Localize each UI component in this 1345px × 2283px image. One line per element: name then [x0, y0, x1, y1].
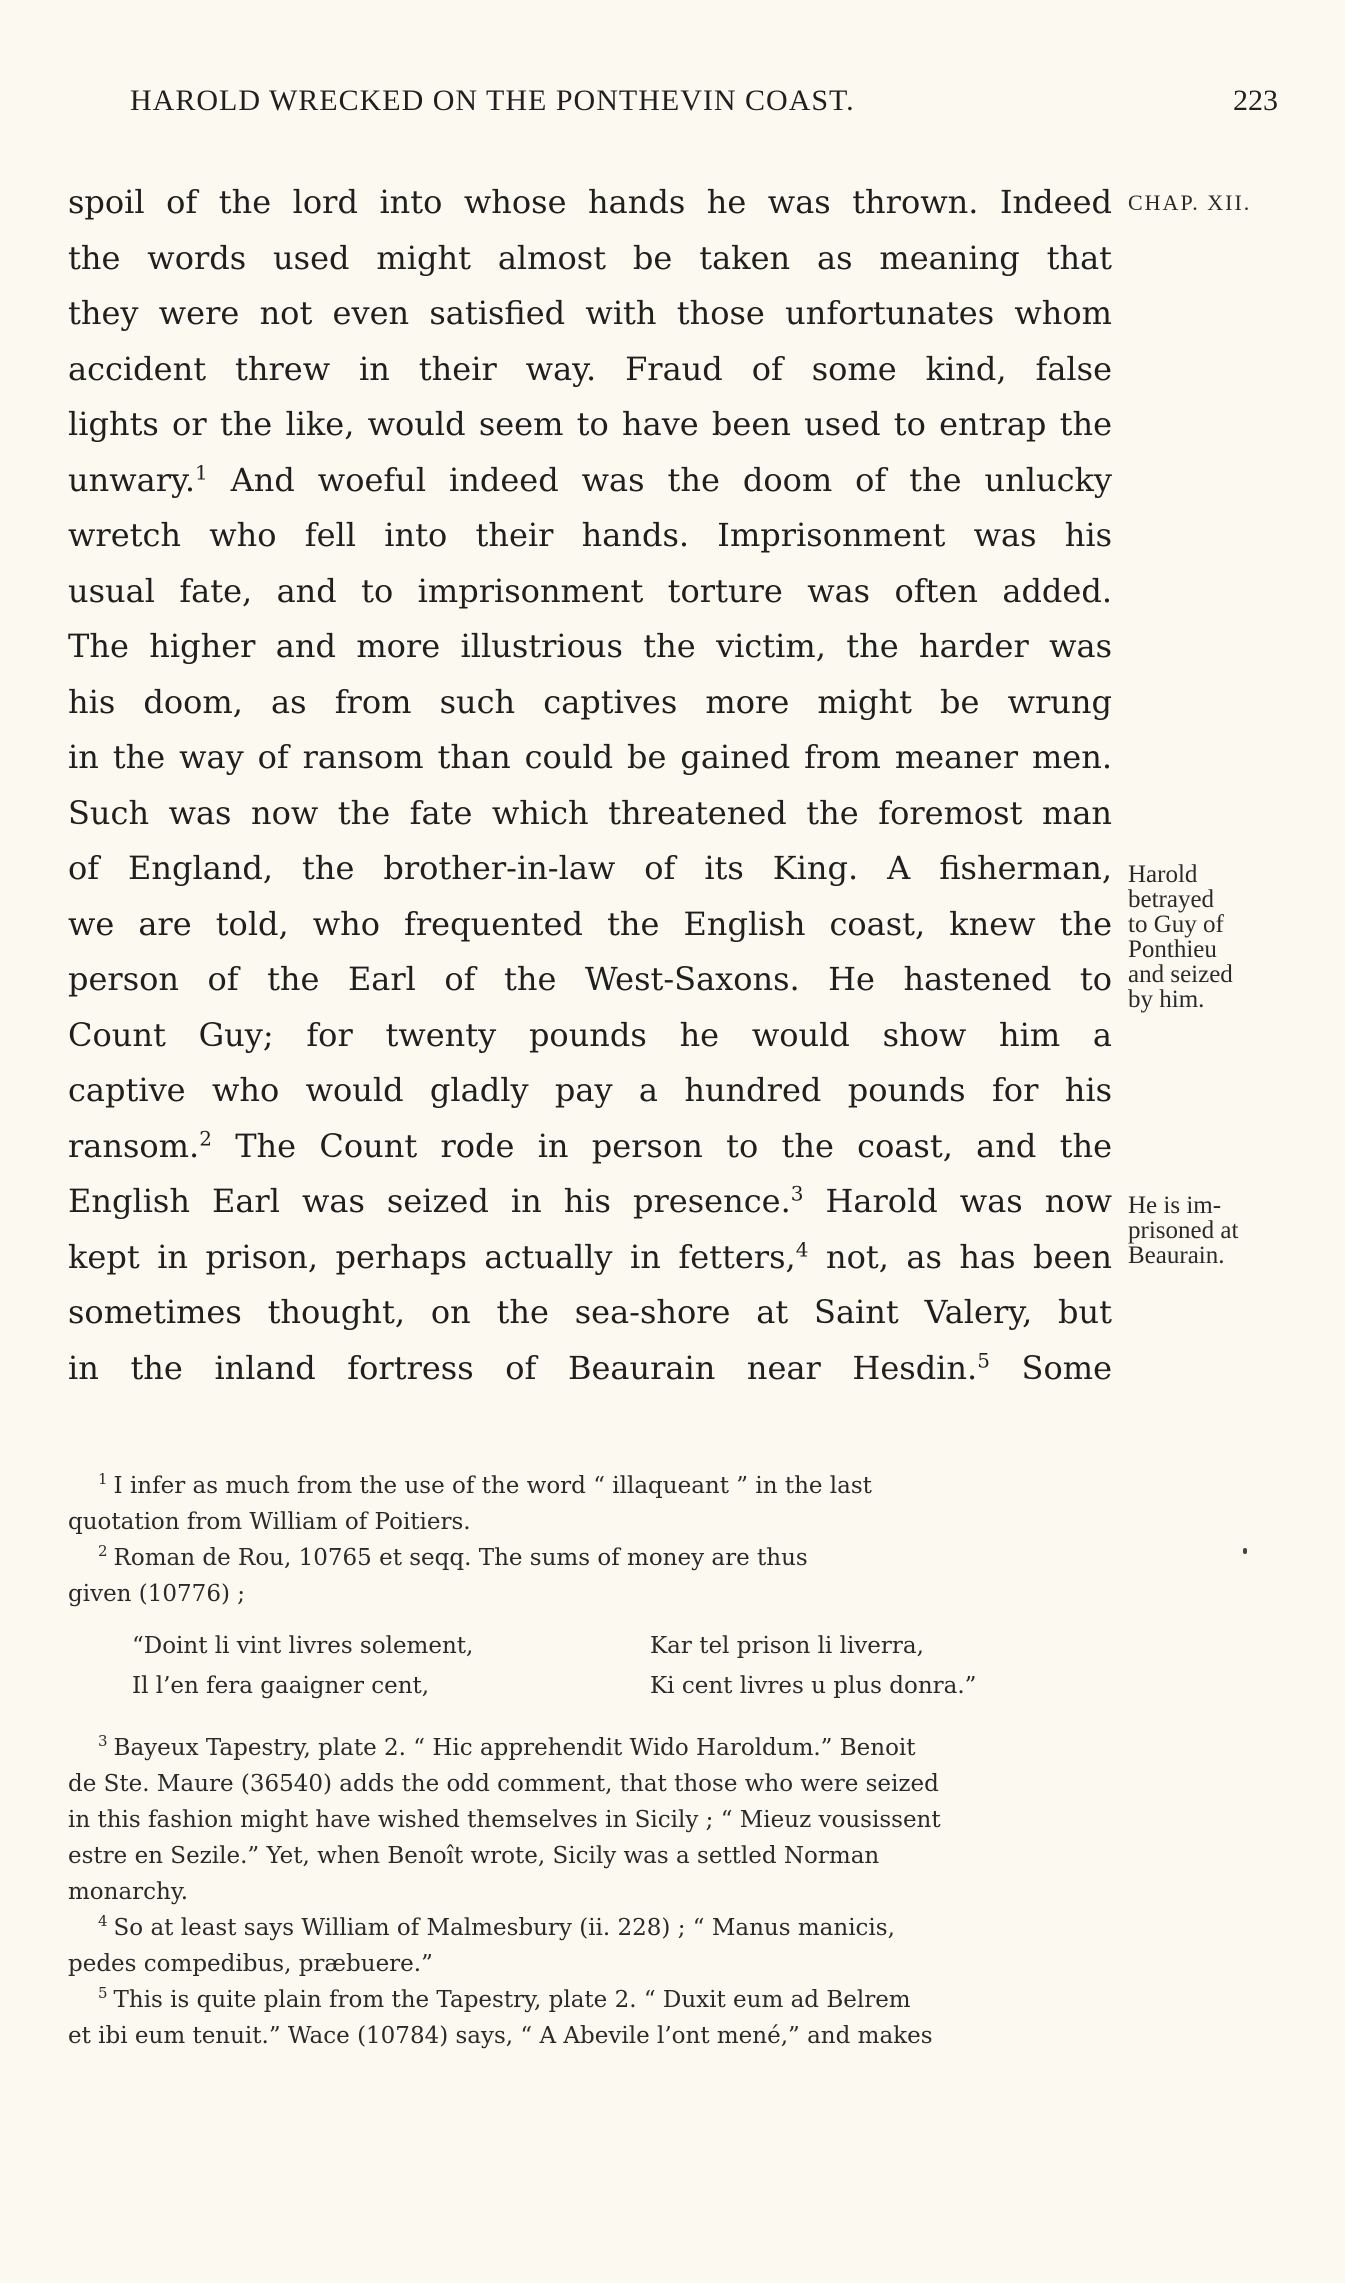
footnote-number: 1	[98, 1470, 108, 1489]
footnote-line: de Ste. Maure (36540) adds the odd comment, that those who were seized	[68, 1771, 939, 1797]
text-segment: And woeful indeed was the doom of the unlucky	[207, 460, 1112, 499]
footnotes	[68, 1468, 1128, 2054]
text-line: usual fate, and to imprisonment torture was often added.	[68, 571, 1112, 610]
footnote-line: given (10776) ;	[68, 1581, 245, 1607]
verse-quotation	[68, 1626, 1128, 1720]
running-title: HAROLD WRECKED ON THE PONTHEVIN COAST.	[130, 84, 855, 117]
footnote-text: Roman de Rou, 10765 et seqq. The sums of money are thus	[113, 1545, 808, 1571]
verse-line: Ki cent livres u plus donra.”	[650, 1673, 977, 1699]
footnote-1	[68, 1468, 1128, 1504]
margin-note-line: Ponthieu	[1128, 936, 1217, 963]
footnote-5	[68, 1982, 1128, 2018]
footnote-text: I infer as much from the use of the word “ illaqueant ” in the last	[113, 1473, 872, 1499]
text-line	[68, 1119, 1112, 1175]
text-line	[68, 453, 1112, 509]
margin-note-harold-betrayed	[1128, 862, 1233, 1012]
chapter-label: CHAP. XII.	[1128, 190, 1252, 215]
footnote-ref[interactable]: 3	[790, 1181, 804, 1206]
text-line	[68, 1341, 1112, 1397]
text-line: his doom, as from such captives more might be wrung	[68, 682, 1112, 721]
text-segment: The Count rode in person to the coast, and the	[211, 1126, 1112, 1165]
text-line: we are told, who frequented the English coast, knew the	[68, 904, 1112, 943]
footnote-number: 5	[98, 1984, 108, 2003]
text-segment: ransom.	[68, 1126, 200, 1165]
text-line: wretch who fell into their hands. Imprisonment was his	[68, 516, 1112, 554]
margin-note-line: Beaurain.	[1128, 1242, 1225, 1269]
text-segment: not, as has been	[808, 1237, 1113, 1276]
footnote-ref[interactable]: 5	[977, 1347, 990, 1372]
footnote-ref[interactable]: 2	[199, 1125, 212, 1150]
footnote-4	[68, 1910, 1128, 1946]
text-line: accident threw in their way. Fraud of some kind, false	[68, 349, 1112, 388]
footnote-line: et ibi eum tenuit.” Wace (10784) says, “ A Abevile l’ont mené,” and makes	[68, 2023, 933, 2049]
margin-note-line: betrayed	[1128, 886, 1215, 913]
footnote-line: in this fashion might have wished themselves in Sicily ; “ Mieuz vousissent	[68, 1807, 941, 1833]
footnote-line: quotation from William of Poitiers.	[68, 1509, 471, 1535]
margin-note-line: Harold	[1128, 861, 1198, 888]
margin-note-imprisoned	[1128, 1193, 1238, 1268]
text-line: sometimes thought, on the sea-shore at Saint Valery, but	[68, 1293, 1112, 1331]
text-segment: unwary.	[68, 460, 195, 499]
verse-line: “Doint li vint livres solement,	[132, 1633, 474, 1659]
text-segment: English Earl was seized in his presence.	[68, 1182, 791, 1220]
footnote-number: 3	[98, 1732, 108, 1751]
verse-right-column	[650, 1626, 976, 1706]
page-number: 223	[1233, 84, 1278, 117]
margin-note-line: and seized	[1128, 961, 1233, 988]
footnote-text: This is quite plain from the Tapestry, plate 2. “ Duxit eum ad Belrem	[113, 1987, 911, 2013]
text-segment: Some	[989, 1348, 1113, 1387]
chapter-marker	[1128, 190, 1251, 215]
footnote-3	[68, 1730, 1128, 1766]
text-line: the words used might almost be taken as meaning that	[68, 238, 1112, 277]
text-line: they were not even satisfied with those unfortunates whom	[68, 294, 1112, 332]
text-segment: Harold was now	[803, 1182, 1113, 1220]
margin-note-line: to Guy of	[1128, 911, 1224, 938]
text-line	[68, 1174, 1112, 1230]
ink-speck	[1243, 1548, 1247, 1554]
text-line: lights or the like, would seem to have been used to entrap the	[68, 405, 1112, 443]
verse-left-column	[132, 1626, 473, 1706]
margin-note-line: He is im-	[1128, 1192, 1222, 1219]
text-line: of England, the brother-in-law of its King. A fisherman,	[68, 849, 1112, 887]
running-header	[130, 84, 1278, 128]
text-line: Count Guy; for twenty pounds he would show him a	[68, 1015, 1112, 1054]
text-line: Such was now the fate which threatened the foremost man	[68, 793, 1112, 832]
margin-note-line: prisoned at	[1128, 1217, 1239, 1244]
text-line: The higher and more illustrious the victim, the harder was	[68, 627, 1112, 665]
text-line: spoil of the lord into whose hands he was thrown. Indeed	[68, 183, 1112, 221]
text-line: in the way of ransom than could be gained from meaner men.	[68, 738, 1112, 776]
footnote-line: monarchy.	[68, 1879, 189, 1905]
text-line	[68, 1230, 1112, 1286]
main-text	[68, 175, 1112, 1396]
footnote-text: Bayeux Tapestry, plate 2. “ Hic apprehendit Wido Haroldum.” Benoit	[113, 1735, 916, 1761]
footnote-number: 4	[98, 1912, 108, 1931]
footnote-number: 2	[98, 1542, 108, 1561]
text-line: captive who would gladly pay a hundred pounds for his	[68, 1071, 1112, 1109]
verse-line: Il l’en fera gaaigner cent,	[132, 1673, 430, 1699]
footnote-2	[68, 1540, 1128, 1576]
text-segment: in the inland fortress of Beaurain near Hesdin.	[68, 1348, 978, 1387]
footnote-text: So at least says William of Malmesbury (ii. 228) ; “ Manus manicis,	[113, 1915, 895, 1941]
footnote-line: estre en Sezile.” Yet, when Benoît wrote, Sicily was a settled Norman	[68, 1843, 880, 1869]
margin-note-line: by him.	[1128, 986, 1205, 1013]
text-line: person of the Earl of the West-Saxons. He hastened to	[68, 960, 1112, 998]
verse-line: Kar tel prison li liverra,	[650, 1633, 924, 1659]
text-segment: kept in prison, perhaps actually in fetters,	[68, 1237, 796, 1276]
footnote-line: pedes compedibus, præbuere.”	[68, 1951, 433, 1977]
footnote-ref[interactable]: 4	[795, 1236, 809, 1261]
footnote-ref[interactable]: 1	[194, 459, 208, 484]
